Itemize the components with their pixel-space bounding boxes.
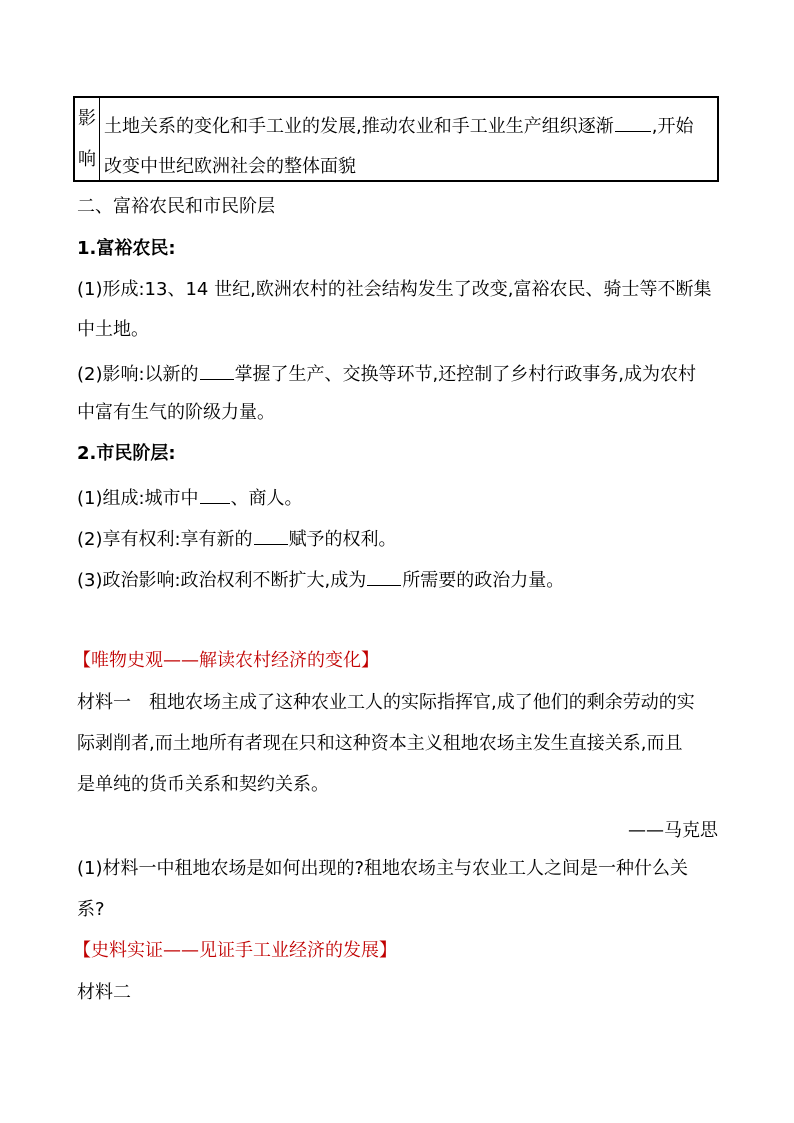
material-source: ——马克思 bbox=[628, 820, 718, 841]
fill-blank[interactable] bbox=[254, 526, 288, 545]
text-segment: (3)政治影响:政治权利不断扩大,成为 bbox=[77, 570, 367, 591]
text-line: 是单纯的货币关系和契约关系。 bbox=[77, 774, 329, 795]
text-segment: 所需要的政治力量。 bbox=[402, 570, 565, 591]
fill-blank[interactable] bbox=[200, 361, 234, 380]
material-heading-2: 【史料实证——见证手工业经济的发展】 bbox=[73, 940, 397, 961]
material-label: 材料二 bbox=[77, 982, 131, 1003]
text-segment: 掌握了生产、交换等环节,还控制了乡村行政事务,成为农村 bbox=[234, 364, 697, 385]
question-line: 系? bbox=[77, 899, 105, 920]
text-line: (1)形成:13、14 世纪,欧洲农村的社会结构发生了改变,富裕农民、骑士等不断集 bbox=[77, 279, 712, 300]
table-label-char-1: 影 bbox=[78, 107, 96, 129]
text-line: 中土地。 bbox=[77, 319, 149, 340]
table-label-char-2: 响 bbox=[78, 148, 96, 170]
question-line: (1)材料一中租地农场是如何出现的?租地农场主与农业工人之间是一种什么关 bbox=[77, 858, 689, 879]
text-segment: (1)组成:城市中 bbox=[77, 488, 199, 509]
fill-blank[interactable] bbox=[367, 567, 401, 586]
fill-blank[interactable] bbox=[200, 485, 230, 504]
table-line1-tail: ,开始 bbox=[651, 116, 694, 137]
influence-table bbox=[73, 96, 719, 182]
text-segment: 、商人。 bbox=[230, 488, 303, 509]
table-line1-text: 土地关系的变化和手工业的发展,推动农业和手工业生产组织逐渐 bbox=[104, 116, 614, 137]
text-segment: (2)享有权利:享有新的 bbox=[77, 529, 253, 550]
text-segment: (2)影响:以新的 bbox=[77, 364, 199, 385]
text-line bbox=[77, 361, 696, 386]
material-heading-1: 【唯物史观——解读农村经济的变化】 bbox=[73, 650, 379, 671]
fill-blank[interactable] bbox=[615, 113, 651, 132]
text-line: 材料一 租地农场主成了这种农业工人的实际指挥官,成了他们的剩余劳动的实 bbox=[77, 692, 695, 713]
text-segment: 赋予的权利。 bbox=[288, 529, 397, 550]
table-content-cell bbox=[100, 98, 717, 180]
text-line: 际剥削者,而土地所有者现在只和这种资本主义租地农场主发生直接关系,而且 bbox=[77, 733, 683, 754]
text-line: 中富有生气的阶级力量。 bbox=[77, 402, 275, 423]
text-line bbox=[77, 526, 397, 551]
table-content-line-1 bbox=[104, 107, 715, 147]
section-heading: 二、富裕农民和市民阶层 bbox=[77, 196, 275, 217]
table-content-line-2: 改变中世纪欧洲社会的整体面貌 bbox=[104, 156, 356, 177]
subsection-title-rich-farmers: 1.富裕农民: bbox=[77, 238, 176, 259]
subsection-title-burghers: 2.市民阶层: bbox=[77, 443, 176, 464]
text-line bbox=[77, 485, 303, 510]
table-label-cell bbox=[75, 98, 100, 180]
text-line bbox=[77, 567, 564, 592]
